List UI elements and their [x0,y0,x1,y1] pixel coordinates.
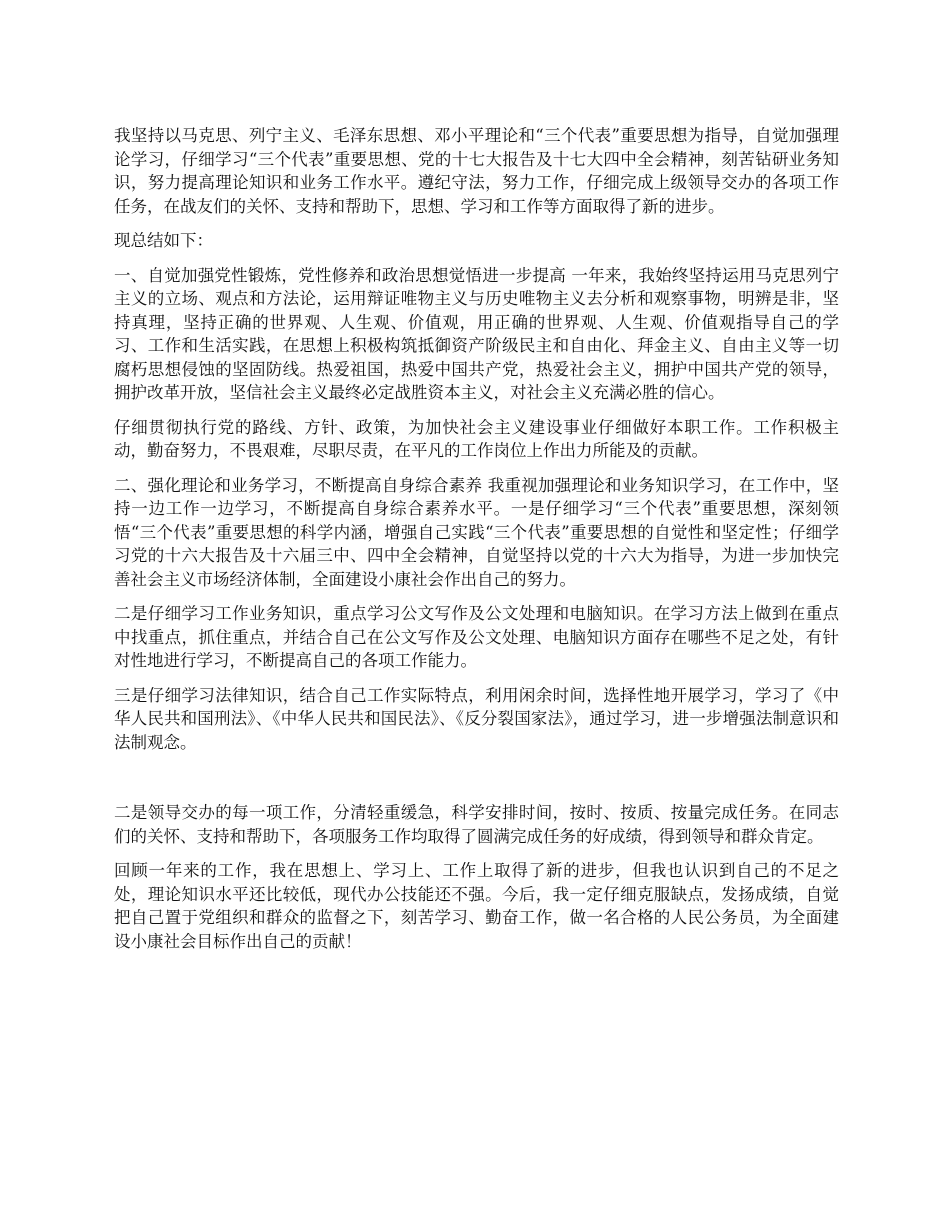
paragraph-assigned-work: 二是领导交办的每一项工作，分清轻重缓急，科学安排时间，按时、按质、按量完成任务。在同志们的关怀、支持和帮助下，各项服务工作均取得了圆满完成任务的好成绩，得到领导和群众肯定。 [114,803,839,846]
paragraph-intro: 我坚持以马克思、列宁主义、毛泽东思想、邓小平理论和“三个代表”重要思想为指导，自觉加强理论学习，仔细学习“三个代表”重要思想、党的十七大报告及十七大四中全会精神，刻苦钻研业务知识，努力提高理论知识和业务工作水平。遵纪守法，努力工作，仔细完成上级领导交办的各项工作任务，在战友们的关怀、支持和帮助下，思想、学习和工作等方面取得了新的进步。 [114,126,839,216]
paragraph-business-study: 二是仔细学习工作业务知识，重点学习公文写作及公文处理和电脑知识。在学习方法上做到在重点中找重点，抓住重点，并结合自己在公文写作及公文处理、电脑知识方面存在哪些不足之处，有针对性地进行学习，不断提高自己的各项工作能力。 [114,604,839,670]
section-gap [114,765,839,801]
paragraph-review: 回顾一年来的工作，我在思想上、学习上、工作上取得了新的进步，但我也认识到自己的不足之处，理论知识水平还比较低，现代办公技能还不强。今后，我一定仔细克服缺点，发扬成绩，自觉把自己置于党组织和群众的监督之下，刻苦学习、勤奋工作，做一名合格的人民公务员，为全面建设小康社会目标作出自己的贡献！ [114,861,839,951]
paragraph-law-study: 三是仔细学习法律知识，结合自己工作实际特点，利用闲余时间，选择性地开展学习，学习了《中华人民共和国刑法》、《中华人民共和国民法》、《反分裂国家法》，通过学习，进一步增强法制意识和法制观念。 [114,685,839,752]
document-body [114,124,839,964]
paragraph-summary-lead: 现总结如下： [114,231,213,250]
paragraph-theory-study: 二、强化理论和业务学习，不断提高自身综合素养 我重视加强理论和业务知识学习，在工作中，坚持一边工作一边学习，不断提高自身综合素养水平。一是仔细学习“三个代表”重要思想，深刻领悟“三个代表”重要思想的科学内涵，增强自己实践“三个代表”重要思想的自觉性和坚定性；仔细学习党的十六大报告及十六届三中、四中全会精神，自觉坚持以党的十六大为指导，为进一步加快完善社会主义市场经济体制，全面建设小康社会作出自己的努力。 [114,475,839,589]
paragraph-party-spirit: 一、自觉加强党性锻炼，党性修养和政治思想觉悟进一步提高 一年来，我始终坚持运用马克思列宁主义的立场、观点和方法论，运用辩证唯物主义与历史唯物主义去分析和观察事物，明辨是非，坚持真理，坚持正确的世界观、人生观、价值观，用正确的世界观、人生观、价值观指导自己的学习、工作和生活实践，在思想上积极构筑抵御资产阶级民主和自由化、拜金主义、自由主义等一切腐朽思想侵蚀的坚固防线。热爱祖国，热爱中国共产党，热爱社会主义，拥护中国共产党的领导，拥护改革开放，坚信社会主义最终必定战胜资本主义，对社会主义充满必胜的信心。 [114,265,839,402]
paragraph-policy-implementation: 仔细贯彻执行党的路线、方针、政策，为加快社会主义建设事业仔细做好本职工作。工作积极主动，勤奋努力，不畏艰难，尽职尽责，在平凡的工作岗位上作出力所能及的贡献。 [114,417,839,460]
